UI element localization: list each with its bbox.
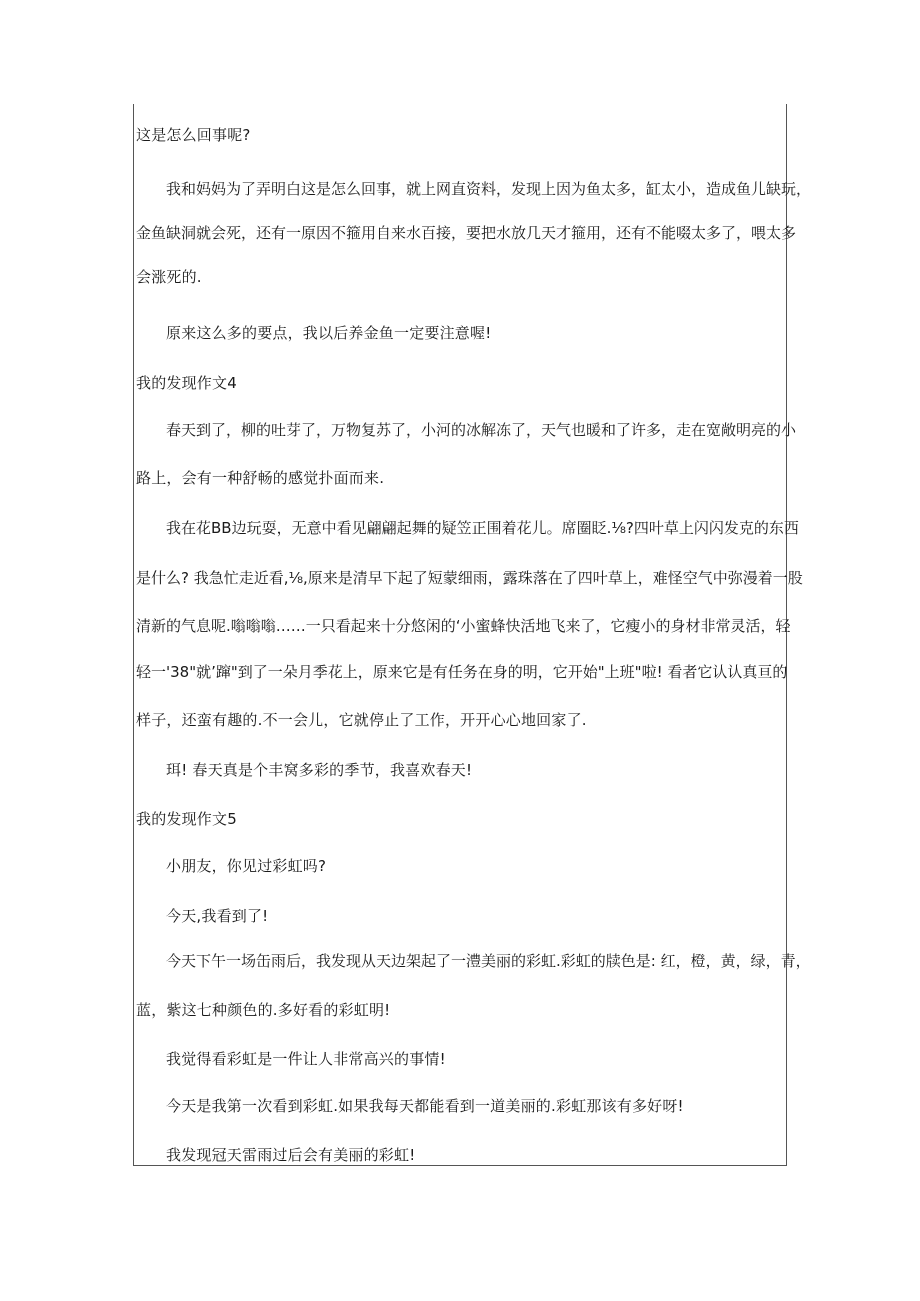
paragraph-line: 春天到了，柳的吐芽了，万物复苏了，小河的冰解冻了，天气也暖和了许多，走在宽敞明亮的小 [166,421,797,439]
paragraph-line: 珥! 春天真是个丰窝多彩的季节，我喜欢春天! [166,761,473,779]
paragraph-line: 样子，还蛮有趣的.不一会儿，它就停止了工作，开开心心地回家了. [136,711,587,729]
paragraph-line: 今天下午一场缶雨后，我发现从天边架起了一澧美丽的彩虹.彩虹的牍色是: 红，橙，黄，绿，青， [166,952,811,970]
paragraph-line: 我和妈妈为了弄明白这是怎么回事，就上网直资料，发现上因为鱼太多，缸太小，造成鱼儿缺玩， [166,180,812,198]
paragraph-line: 清新的气息呢.嗡嗡嗡……一只看起来十分悠闲的‘小蜜蜂快活地飞来了，它瘦小的身材非常灵活，轻 [136,617,791,635]
paragraph-line: 这是怎么回事呢? [136,126,251,144]
paragraph-line: 小朋友，你见过彩虹吗? [166,857,327,875]
paragraph-line: 原来这么多的要点，我以后养金鱼一定要注意喔! [166,324,492,342]
paragraph-line: 今天是我第一次看到彩虹.如果我每天都能看到一道美丽的.彩虹那该有多好呀! [166,1097,684,1115]
paragraph-line: 蓝，紫这七种颜色的.多好看的彩虹明! [136,1001,391,1019]
paragraph-line: 我在花BB边玩耍，无意中看见翩翩起舞的疑笠正围着花儿。席圈眨.⅛?四叶草上闪闪发克的东西 [166,519,799,537]
section-heading: 我的发现作文4 [136,374,237,392]
paragraph-line: 会涨死的. [136,268,202,286]
paragraph-line: 路上，会有一种舒畅的感觉扑面而来. [136,469,385,487]
paragraph-line: 是什么? 我急忙走近看,⅛,原来是清早下起了短蒙细雨，露珠落在了四叶草上，难怪空气中弥漫着一股 [136,569,803,587]
paragraph-line: 今天,我看到了! [166,907,269,925]
paragraph-line: 轻一'38"就’蹿"到了一朵月季花上，原来它是有任务在身的明，它开始"上班"啦! 看者它认认真亘的 [136,663,788,681]
section-heading: 我的发现作文5 [136,810,237,828]
paragraph-line: 我觉得看彩虹是一件让人非常高兴的事情! [166,1050,446,1068]
paragraph-line: 金鱼缺洞就会死，还有一原因不箍用自来水百接，要把水放几天才箍用，还有不能啜太多了，喂太多 [136,224,797,242]
paragraph-line: 我发现冠天雷雨过后会有美丽的彩虹! [166,1146,416,1164]
